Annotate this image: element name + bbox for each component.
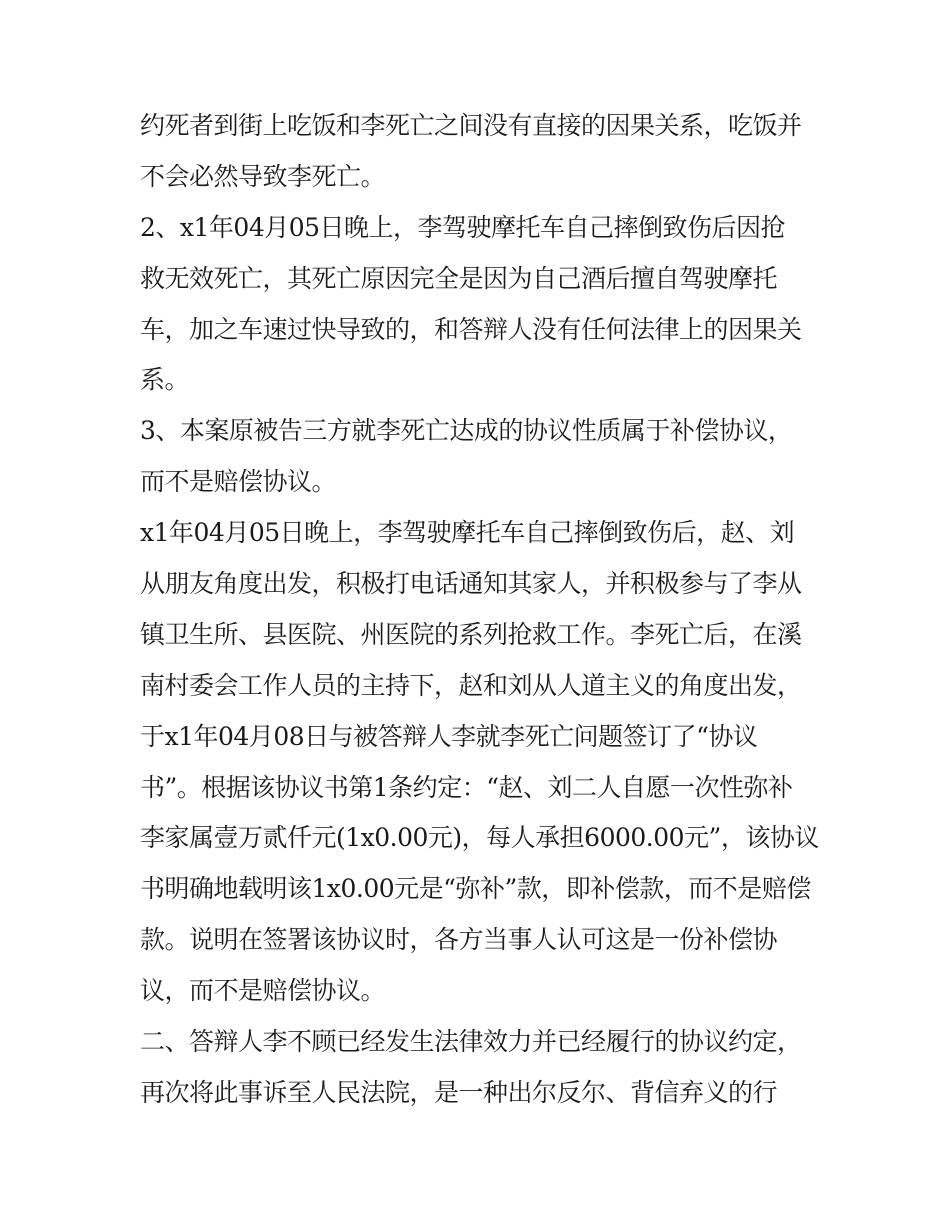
document-page	[140, 101, 840, 1119]
text-line: 3、本案原被告三方就李死亡达成的协议性质属于补偿协议，	[140, 416, 793, 446]
text-line: 款。说明在签署该协议时，各方当事人认可这是一份补偿协	[140, 925, 778, 955]
text-line: 2、x1年04月05日晚上，李驾驶摩托车自己摔倒致伤后因抢	[140, 212, 786, 242]
text-line: 于x1年04月08日与被答辩人李就李死亡问题签订了“协议	[140, 721, 758, 751]
text-line: 镇卫生所、县医院、州医院的系列抢救工作。李死亡后，在溪	[140, 619, 802, 649]
text-line: x1年04月05日晚上，李驾驶摩托车自己摔倒致伤后，赵、刘	[140, 518, 795, 548]
text-line: 而不是赔偿协议。	[140, 467, 337, 497]
text-line: 二、答辩人李不顾已经发生法律效力并已经履行的协议约定，	[140, 1027, 802, 1057]
text-line: 南村委会工作人员的主持下，赵和刘从人道主义的角度出发，	[140, 670, 802, 700]
text-line: 书”。根据该协议书第1条约定：“赵、刘二人自愿一次性弥补	[140, 772, 793, 802]
text-line: 书明确地载明该1x0.00元是“弥补”款，即补偿款，而不是赔偿	[140, 874, 811, 904]
text-line: 救无效死亡，其死亡原因完全是因为自己酒后擅自驾驶摩托	[140, 263, 778, 293]
text-line: 系。	[140, 365, 190, 395]
text-line: 再次将此事诉至人民法院，是一种出尔反尔、背信弃义的行	[140, 1077, 778, 1107]
text-line: 从朋友角度出发，积极打电话通知其家人，并积极参与了李从	[140, 569, 802, 599]
text-line: 车，加之车速过快导致的，和答辩人没有任何法律上的因果关	[140, 314, 802, 344]
text-line: 约死者到街上吃饭和李死亡之间没有直接的因果关系，吃饭并	[140, 111, 802, 140]
text-line: 不会必然导致李死亡。	[140, 161, 386, 191]
text-line: 议，而不是赔偿协议。	[140, 976, 386, 1006]
text-line: 李家属壹万贰仟元(1x0.00元)，每人承担6000.00元”，该协议	[140, 823, 819, 853]
